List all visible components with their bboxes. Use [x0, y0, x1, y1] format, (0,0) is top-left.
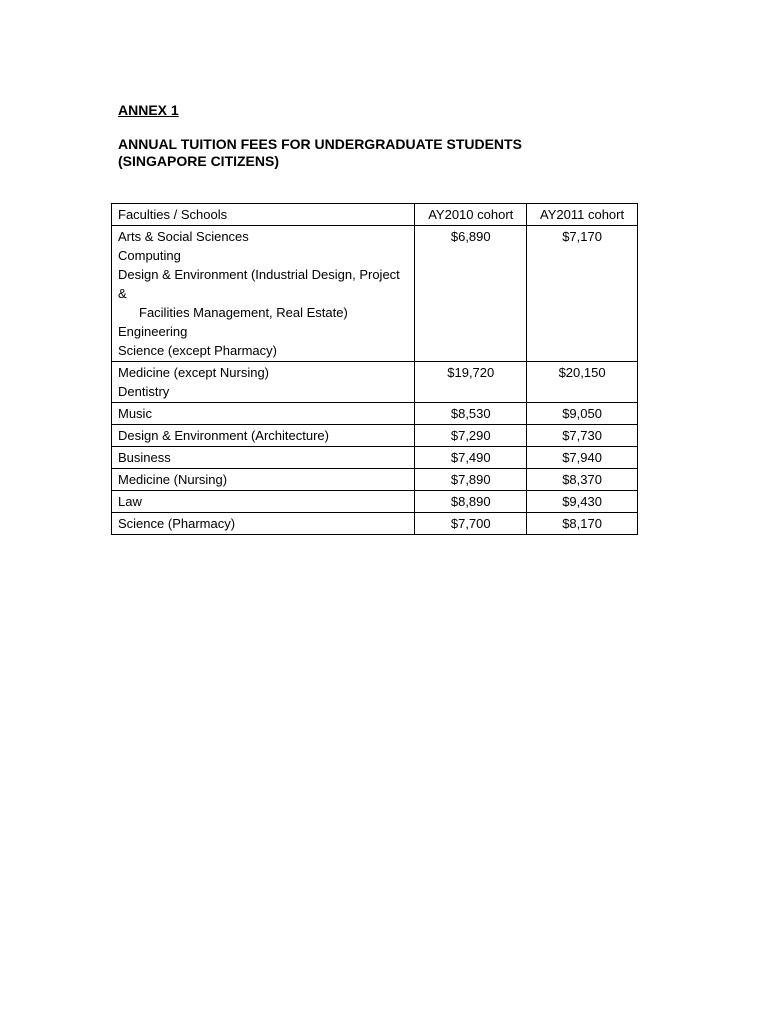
table-row: [112, 362, 638, 403]
fee-ay2010: $8,890: [415, 491, 527, 513]
fee-ay2010: $7,290: [415, 425, 527, 447]
faculty-name: Science (except Pharmacy): [118, 343, 277, 358]
faculty-name: Arts & Social Sciences: [118, 229, 249, 244]
header-ay2011: AY2011 cohort: [527, 204, 638, 226]
fee-ay2011: $7,940: [527, 447, 638, 469]
faculty-name: Medicine (except Nursing): [118, 365, 270, 380]
document-title: [118, 136, 522, 170]
faculty-cell: Law: [112, 491, 415, 513]
fee-ay2010: $7,490: [415, 447, 527, 469]
table-row: [112, 425, 638, 447]
faculty-name: Engineering: [118, 324, 188, 339]
faculty-cell: Science (Pharmacy): [112, 513, 415, 535]
header-ay2010: AY2010 cohort: [415, 204, 527, 226]
faculty-cell: [112, 362, 415, 403]
fee-ay2011: $8,170: [527, 513, 638, 535]
fee-ay2010: $8,530: [415, 403, 527, 425]
table-row: [112, 469, 638, 491]
table-header-row: [112, 204, 638, 226]
fee-ay2011: $8,370: [527, 469, 638, 491]
fee-ay2010: $7,890: [415, 469, 527, 491]
table-row: [112, 403, 638, 425]
table-row: [112, 513, 638, 535]
fee-ay2011: $7,170: [527, 226, 638, 362]
fee-ay2010: $6,890: [415, 226, 527, 362]
faculty-name: Design & Environment (Industrial Design, Project &: [118, 267, 400, 301]
faculty-name-continued: Facilities Management, Real Estate): [139, 305, 348, 320]
faculty-cell: [112, 226, 415, 362]
fee-ay2011: $9,050: [527, 403, 638, 425]
faculty-cell: Medicine (Nursing): [112, 469, 415, 491]
title-line-1: ANNUAL TUITION FEES FOR UNDERGRADUATE STUDENTS: [118, 136, 522, 152]
fee-ay2010: $19,720: [415, 362, 527, 403]
faculty-name: Dentistry: [118, 384, 170, 399]
tuition-fees-table: [111, 203, 638, 535]
annex-label: ANNEX 1: [118, 102, 179, 118]
table-row: [112, 226, 638, 362]
fee-ay2011: $20,150: [527, 362, 638, 403]
title-line-2: (SINGAPORE CITIZENS): [118, 153, 280, 169]
fee-ay2011: $9,430: [527, 491, 638, 513]
fee-ay2011: $7,730: [527, 425, 638, 447]
table-row: [112, 491, 638, 513]
faculty-cell: Business: [112, 447, 415, 469]
faculty-cell: Music: [112, 403, 415, 425]
header-faculty: Faculties / Schools: [112, 204, 415, 226]
faculty-name: Computing: [118, 248, 181, 263]
faculty-cell: Design & Environment (Architecture): [112, 425, 415, 447]
fee-ay2010: $7,700: [415, 513, 527, 535]
table-row: [112, 447, 638, 469]
